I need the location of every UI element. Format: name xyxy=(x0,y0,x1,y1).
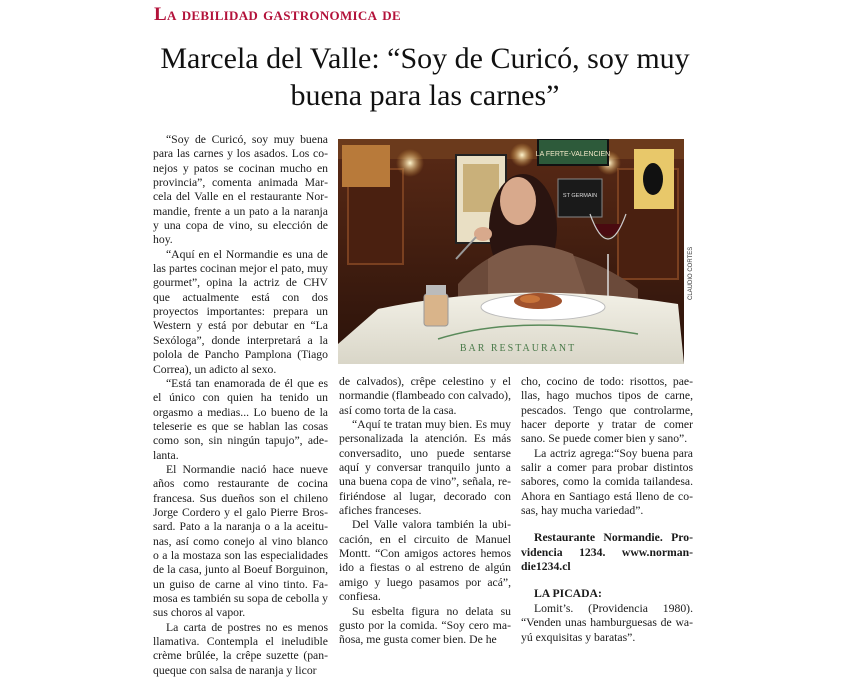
article-column-2 xyxy=(339,375,511,648)
sign-text: ST GERMAIN xyxy=(562,193,598,199)
poster-text: LA FERTE-VALENCIEN xyxy=(535,151,611,158)
paragraph: “Está tan enamorada de él que es el único con quien ha tenido un orgasmo a medias... Lo bueno de la teleserie es que se hablan las cosas como son, sin ningún tapujo”, adelanta. xyxy=(153,376,328,462)
paragraph: “Soy de Curicó, soy muy buena para las carnes y los asados. Los conejos y patos se cocinan mucho en provincia”, comenta animada Marcela del Valle en el restaurante Normandie, frente a un pato a la naranja y una copa de vino, su elección de hoy. xyxy=(153,133,328,247)
headline xyxy=(140,40,710,114)
paragraph: La actriz agrega:“Soy buena para salir a comer para probar distintos sabores, como la comida tailandesa. Ahora en Santiago está lleno de cosas, hay mucha variedad”. xyxy=(521,446,693,518)
article-column-3 xyxy=(521,375,693,645)
paragraph: La carta de postres no es menos llamativa. Contempla el ineludible crème brûlée, la crêpe suzette (panqueque con salsa de naranja y licor xyxy=(153,620,328,677)
restaurant-info: Restaurante Normandie. Providencia 1234. www.normandie1234.cl xyxy=(521,531,693,574)
photo-credit: CLAUDIO CORTES xyxy=(688,246,694,300)
headline-line-2: buena para las carnes” xyxy=(290,79,560,112)
paragraph: cho, cocino de todo: risottos, paellas, hago muchos tipos de carne, pescados. Tengo que controlarme, hacer deporte y tratar de comer sano. Se puede comer bien y sano”. xyxy=(521,375,693,446)
photo-illustration xyxy=(338,139,684,364)
paragraph: Del Valle valora también la ubicación, en el circuito de Manuel Montt. “Con amigos actores hemos ido a fiestas o al estreno de algún amigo y luego pasamos por acá”, confiesa. xyxy=(339,518,511,604)
subhead-la-picada: LA PICADA: xyxy=(534,587,602,601)
table-text: BAR RESTAURANT xyxy=(459,343,577,354)
paragraph: Su esbelta figura no delata su gusto por la comida. “Soy cero mañosa, me gusta comer bien. De he xyxy=(339,604,511,647)
restaurant-photo xyxy=(338,139,684,364)
kicker: La debilidad gastronomica de xyxy=(154,4,401,25)
article-column-1 xyxy=(153,133,328,678)
paragraph: “Aquí te tratan muy bien. Es muy personalizada la atención. Es más conversadito, uno puede sentarse aquí y conversar tranquilo junto a una buena copa de vino”, señala, refiriéndose al lugar, decorado con afiches franceses. xyxy=(339,418,511,518)
paragraph: El Normandie nació hace nueve años como restaurante de cocina francesa. Sus dueños son el chileno Jorge Cordero y el galo Pierre Brossard. Pato a la naranja o a la aceitunas, así como conejo al vino blanco o a la mostaza son las especialidades de la casa, junto al Boeuf Borguinon, un guiso de carne al vino tinto. Famosa es también su sopa de cebolla y sus choros al vapor. xyxy=(153,462,328,620)
paragraph: Lomit’s. (Providencia 1980). “Venden unas hamburguesas de wayú exquisitas y baratas”. xyxy=(521,601,693,644)
paragraph: de calvados), crêpe celestino y el normandie (flambeado con calvado), así como torta de la casa. xyxy=(339,375,511,417)
headline-line-1: Marcela del Valle: “Soy de Curicó, soy muy xyxy=(160,42,690,75)
paragraph: “Aquí en el Normandie es una de las partes cocinan mejor el pato, muy gourmet”, opina la actriz de CHV que actualmente está con dos proyectos importantes: prepara un Western y está por debutar en “La Sexóloga”, donde interpretará a la polola de Pancho Pamplona (Tiago Correa), un adicto al sexo. xyxy=(153,247,328,376)
